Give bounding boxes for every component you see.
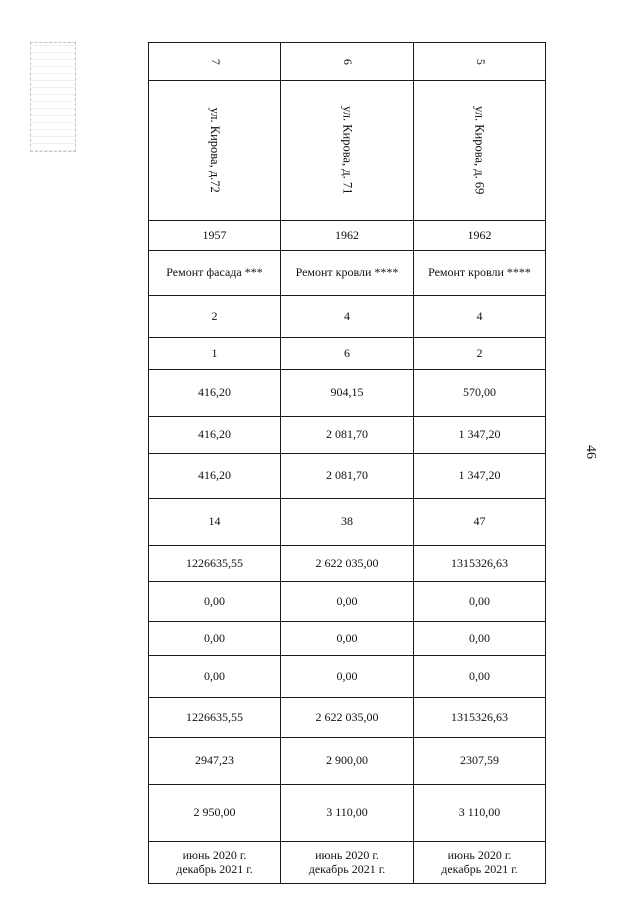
table-row — [149, 454, 546, 499]
page-number: 46 — [583, 445, 598, 459]
period-start: июнь 2020 г. — [315, 847, 379, 862]
table-cell: Ремонт фасада *** — [149, 251, 281, 296]
period-start: июнь 2020 г. — [182, 847, 247, 862]
address-text: ул. Кирова, д. 71 — [340, 106, 355, 195]
table-cell: 2 950,00 — [149, 785, 281, 842]
table-cell: 47 — [414, 499, 546, 546]
table-cell: 904,15 — [281, 370, 414, 417]
table-cell: 2 622 035,00 — [281, 698, 414, 738]
table-cell: 0,00 — [281, 656, 414, 698]
table-cell: 1 — [149, 338, 281, 370]
period-start: июнь 2020 г. — [447, 847, 512, 862]
repair-data-table — [148, 42, 546, 884]
table-cell: 38 — [281, 499, 414, 546]
table-cell: 2 900,00 — [281, 738, 414, 785]
table-row — [149, 338, 546, 370]
table-cell: 416,20 — [149, 370, 281, 417]
table-cell — [281, 842, 414, 884]
table-cell: 416,20 — [149, 417, 281, 454]
table-cell: 2307,59 — [414, 738, 546, 785]
table-row — [149, 582, 546, 622]
table-cell: 1962 — [414, 221, 546, 251]
table-cell: 0,00 — [149, 622, 281, 656]
address-text: ул. Кирова, д.72 — [207, 107, 222, 193]
table-cell — [281, 43, 414, 81]
table-row — [149, 785, 546, 842]
table-cell: 4 — [414, 296, 546, 338]
table-cell: 14 — [149, 499, 281, 546]
table-cell — [149, 43, 281, 81]
table-cell — [414, 43, 546, 81]
period-end: декабрь 2021 г. — [176, 861, 253, 876]
table-row — [149, 499, 546, 546]
table-cell: 416,20 — [149, 454, 281, 499]
table-cell: 1226635,55 — [149, 546, 281, 582]
table-cell: 1315326,63 — [414, 698, 546, 738]
table-cell — [281, 81, 414, 221]
table-row — [149, 370, 546, 417]
table-cell: 3 110,00 — [414, 785, 546, 842]
period-end: декабрь 2021 г. — [441, 861, 518, 876]
table-cell: 0,00 — [281, 582, 414, 622]
table-cell — [149, 81, 281, 221]
table-row-address — [149, 81, 546, 221]
table-cell: 0,00 — [414, 656, 546, 698]
table-row — [149, 738, 546, 785]
table-cell: 2 081,70 — [281, 417, 414, 454]
column-number: 7 — [208, 58, 223, 65]
table-row — [149, 251, 546, 296]
table-cell: 1315326,63 — [414, 546, 546, 582]
table-cell: Ремонт кровли **** — [281, 251, 414, 296]
column-number: 5 — [473, 58, 488, 65]
table-cell: 2 622 035,00 — [281, 546, 414, 582]
column-number: 6 — [340, 58, 355, 65]
table-cell: 0,00 — [149, 582, 281, 622]
table-cell: 2 081,70 — [281, 454, 414, 499]
table-cell: 0,00 — [414, 582, 546, 622]
table-row — [149, 622, 546, 656]
table-cell: 2 — [414, 338, 546, 370]
table-cell: 1 347,20 — [414, 454, 546, 499]
table-cell — [414, 842, 546, 884]
table-cell: 6 — [281, 338, 414, 370]
period-end: декабрь 2021 г. — [308, 861, 386, 876]
table-cell: 1 347,20 — [414, 417, 546, 454]
table-cell: 1962 — [281, 221, 414, 251]
table-cell: 570,00 — [414, 370, 546, 417]
table-row-column-numbers — [149, 43, 546, 81]
scan-stamp-mark — [30, 42, 76, 152]
table-cell: 3 110,00 — [281, 785, 414, 842]
table-row — [149, 417, 546, 454]
table-row — [149, 221, 546, 251]
address-text: ул. Кирова, д. 69 — [472, 106, 487, 195]
table-row — [149, 656, 546, 698]
table-cell — [414, 81, 546, 221]
table-cell: 2 — [149, 296, 281, 338]
table-row-period — [149, 842, 546, 884]
table-cell: 1226635,55 — [149, 698, 281, 738]
table-cell: 1957 — [149, 221, 281, 251]
table-row — [149, 296, 546, 338]
table-cell: 4 — [281, 296, 414, 338]
table-cell: Ремонт кровли **** — [414, 251, 546, 296]
table-cell: 0,00 — [281, 622, 414, 656]
table-row — [149, 546, 546, 582]
table-cell: 0,00 — [149, 656, 281, 698]
table-cell: 2947,23 — [149, 738, 281, 785]
table-cell — [149, 842, 281, 884]
table-cell: 0,00 — [414, 622, 546, 656]
table-row — [149, 698, 546, 738]
